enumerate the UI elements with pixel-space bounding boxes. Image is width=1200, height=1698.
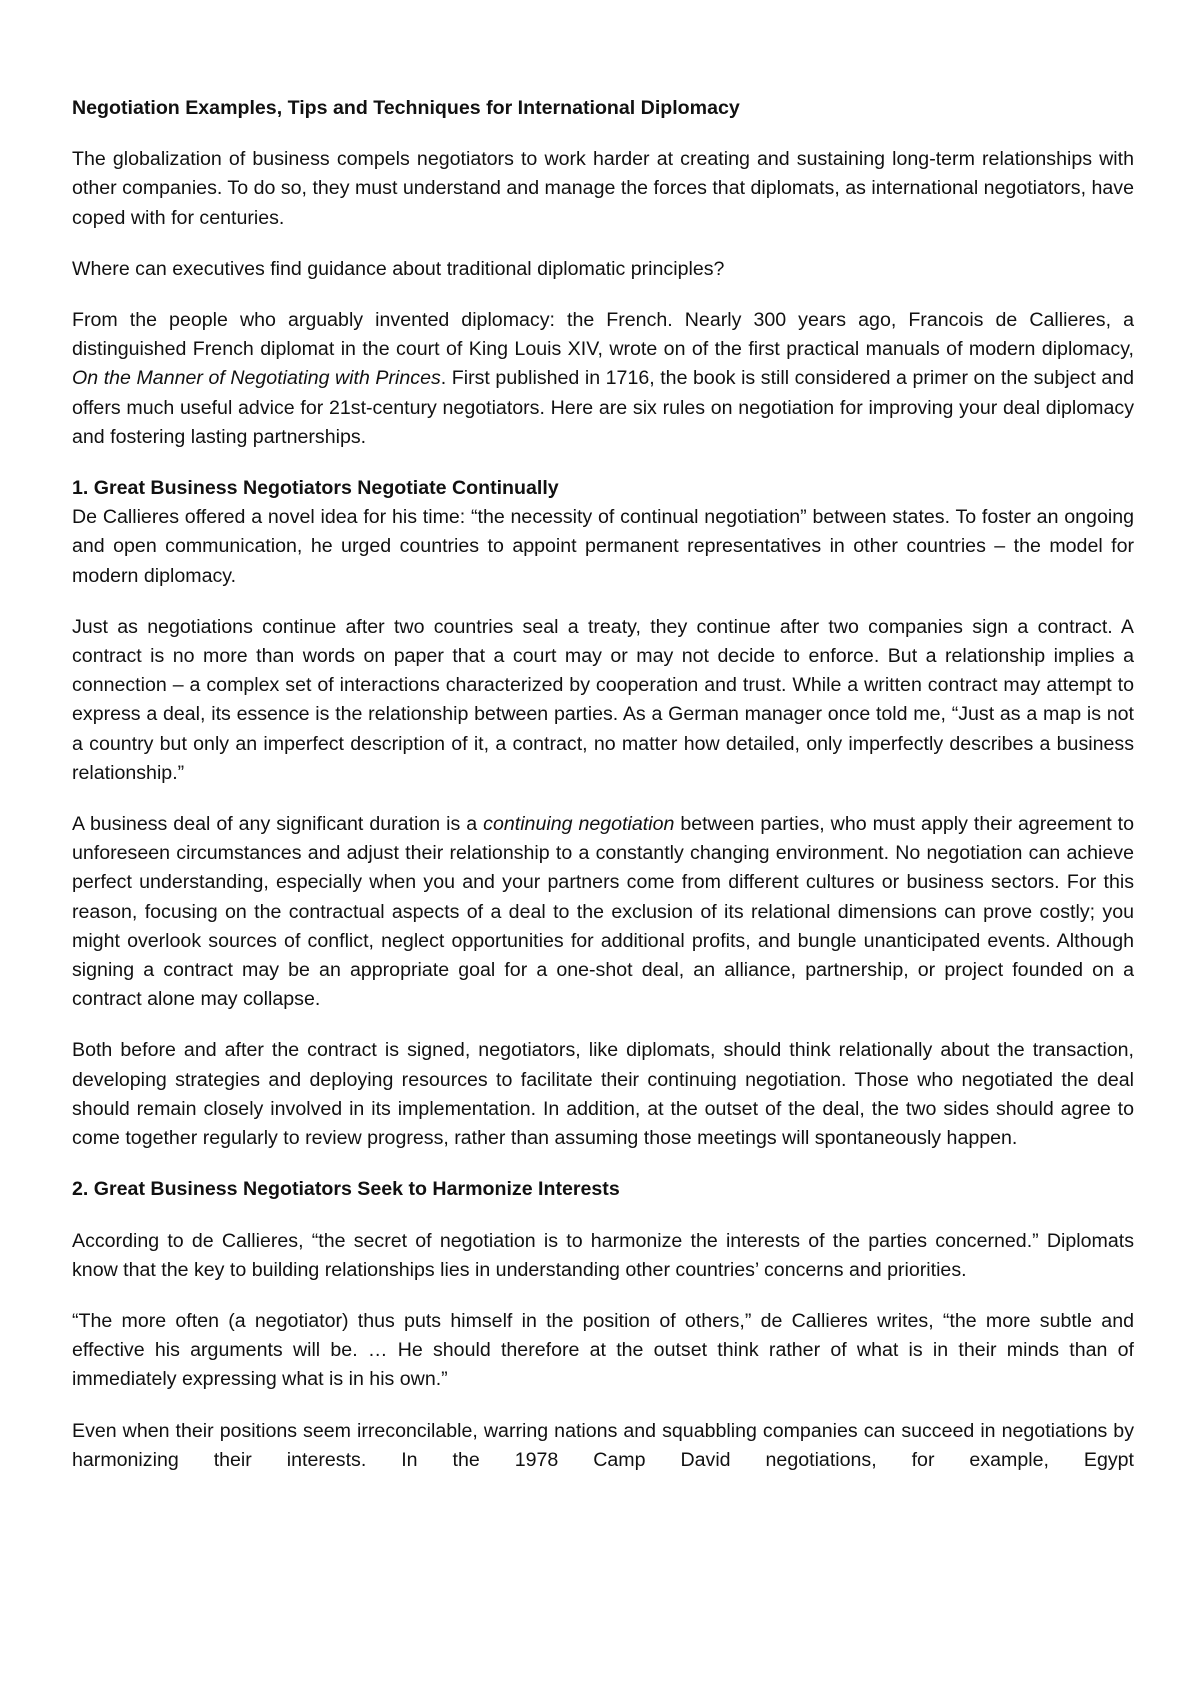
section-1-heading: 1. Great Business Negotiators Negotiate Continually <box>72 477 559 500</box>
section-2-paragraph-2: “The more often (a negotiator) thus puts himself in the position of others,” de Callieres writes, “the more subtle and effective his arguments will be. … He should therefore at the outset think rather of what is in their minds than of immediately expressing what is in his own.” <box>72 1309 1134 1391</box>
document-title: Negotiation Examples, Tips and Techniques for International Diplomacy <box>72 97 740 119</box>
section-2-heading: 2. Great Business Negotiators Seek to Harmonize Interests <box>72 1178 620 1201</box>
intro-paragraph-3-text-a: From the people who arguably invented diplomacy: the French. Nearly 300 years ago, Francois de Callieres, a distinguished French diplomat in the court of King Louis XIV, wrote on of the first practical manuals of modern diplomacy, <box>72 309 1134 361</box>
section-1-paragraph-1: De Callieres offered a novel idea for his time: “the necessity of continual negotiation” between states. To foster an ongoing and open communication, he urged countries to appoint permanent representatives in other countries – the model for modern diplomacy. <box>72 506 1134 587</box>
section-1-paragraph-4: Both before and after the contract is signed, negotiators, like diplomats, should think relationally about the transaction, developing strategies and deploying resources to facilitate their continuing negotiation. Those who negotiated the deal should remain closely involved in its implementation. In addition, at the outset of the deal, the two sides should agree to come together regularly to review progress, rather than assuming those meetings will spontaneously happen. <box>72 1039 1134 1150</box>
section-1-paragraph-3-text-b: between parties, who must apply their agreement to unforeseen circumstances and adjust their relationship to a constantly changing environment. No negotiation can achieve perfect understanding, especially when you and your partners come from different cultures or business sectors. For this reason, focusing on the contractual aspects of a deal to the exclusion of its relational dimensions can prove costly; you might overlook sources of conflict, neglect opportunities for additional profits, and bungle unanticipated events. Although signing a contract may be an appropriate goal for a one-shot deal, an alliance, partnership, or project founded on a contract alone may collapse. <box>72 813 1134 1011</box>
document-page <box>72 94 1134 1497</box>
intro-paragraph-1: The globalization of business compels negotiators to work harder at creating and sustaining long-term relationships with other companies. To do so, they must understand and manage the forces that diplomats, as international negotiators, have coped with for centuries. <box>72 148 1134 229</box>
section-1-paragraph-3-text-a: A business deal of any significant duration is a <box>72 813 484 836</box>
book-title: On the Manner of Negotiating with Princes <box>72 367 441 390</box>
section-2-paragraph-1: According to de Callieres, “the secret of negotiation is to harmonize the interests of the parties concerned.” Diplomats know that the key to building relationships lies in understanding other countries’ concerns and priorities. <box>72 1229 1134 1281</box>
continuing-negotiation-phrase: continuing negotiation <box>483 813 675 836</box>
section-2-paragraph-3: Even when their positions seem irreconcilable, warring nations and squabbling companies can succeed in negotiations by harmonizing their interests. In the 1978 Camp David negotiations, for example, Egypt <box>72 1419 1134 1471</box>
intro-paragraph-3-text-b: . First published in 1716, the book is still considered a primer on the subject and offers much useful advice for 21st-century negotiators. Here are six rules on negotiation for improving your deal diplomacy and fostering lasting partnerships. <box>72 367 1135 448</box>
intro-paragraph-2: Where can executives find guidance about traditional diplomatic principles? <box>72 257 725 280</box>
section-1-paragraph-3 <box>72 810 1134 1014</box>
intro-paragraph-3 <box>72 306 1134 452</box>
section-1-paragraph-2: Just as negotiations continue after two countries seal a treaty, they continue after two companies sign a contract. A contract is no more than words on paper that a court may or may not decide to enforce. But a relationship implies a connection – a complex set of interactions characterized by cooperation and trust. While a written contract may attempt to express a deal, its essence is the relationship between parties. As a German manager once told me, “Just as a map is not a country but only an imperfect description of it, a contract, no matter how detailed, only imperfectly describes a business relationship.” <box>72 615 1134 784</box>
